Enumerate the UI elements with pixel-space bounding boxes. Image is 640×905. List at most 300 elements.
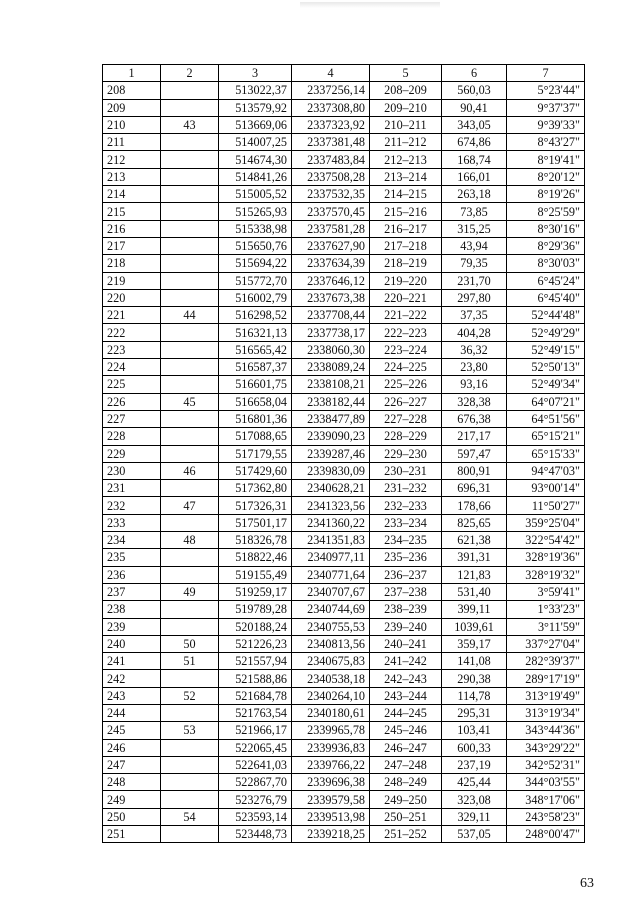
table-row [103,670,585,687]
distance-cell: 391,31 [442,549,507,566]
point-number-cell: 230 [103,462,161,479]
direction-angle-cell: 9°37'37" [507,99,585,116]
y-coordinate-cell: 2341360,22 [292,514,370,531]
table-row [103,532,585,549]
y-coordinate-cell: 2340675,83 [292,653,370,670]
distance-cell: 36,32 [442,341,507,358]
x-coordinate-cell: 513022,37 [219,82,292,99]
table-row [103,151,585,168]
point-number-cell: 211 [103,134,161,151]
table-row [103,203,585,220]
table-row [103,445,585,462]
x-coordinate-cell: 516658,04 [219,393,292,410]
section-number-cell [161,324,219,341]
table-row [103,497,585,514]
line-segment-cell: 228–229 [370,428,442,445]
x-coordinate-cell: 521763,54 [219,704,292,721]
direction-angle-cell: 328°19'32" [507,566,585,583]
distance-cell: 290,38 [442,670,507,687]
distance-cell: 73,85 [442,203,507,220]
y-coordinate-cell: 2337323,92 [292,116,370,133]
line-segment-cell: 227–228 [370,410,442,427]
direction-angle-cell: 52°49'15" [507,341,585,358]
point-number-cell: 213 [103,168,161,185]
point-number-cell: 241 [103,653,161,670]
direction-angle-cell: 8°20'12" [507,168,585,185]
table-row [103,791,585,808]
line-segment-cell: 241–242 [370,653,442,670]
y-coordinate-cell: 2338477,89 [292,410,370,427]
distance-cell: 23,80 [442,359,507,376]
line-segment-cell: 245–246 [370,722,442,739]
x-coordinate-cell: 517362,80 [219,480,292,497]
direction-angle-cell: 8°19'26" [507,186,585,203]
direction-angle-cell: 243°58'23" [507,808,585,825]
page-top-scan-mark [300,2,440,8]
point-number-cell: 240 [103,635,161,652]
table-row [103,410,585,427]
table-row [103,134,585,151]
section-number-cell: 45 [161,393,219,410]
header-col-3: 3 [219,65,292,82]
point-number-cell: 250 [103,808,161,825]
direction-angle-cell: 337°27'04" [507,635,585,652]
x-coordinate-cell: 514841,26 [219,168,292,185]
header-col-1: 1 [103,65,161,82]
y-coordinate-cell: 2341323,56 [292,497,370,514]
section-number-cell [161,826,219,843]
section-number-cell [161,272,219,289]
line-segment-cell: 249–250 [370,791,442,808]
y-coordinate-cell: 2339936,83 [292,739,370,756]
point-number-cell: 210 [103,116,161,133]
distance-cell: 168,74 [442,151,507,168]
distance-cell: 178,66 [442,497,507,514]
y-coordinate-cell: 2338089,24 [292,359,370,376]
section-number-cell: 49 [161,583,219,600]
distance-cell: 531,40 [442,583,507,600]
table-row [103,549,585,566]
header-col-2: 2 [161,65,219,82]
x-coordinate-cell: 513669,06 [219,116,292,133]
section-number-cell [161,480,219,497]
y-coordinate-cell: 2337738,17 [292,324,370,341]
section-number-cell [161,255,219,272]
point-number-cell: 228 [103,428,161,445]
line-segment-cell: 213–214 [370,168,442,185]
x-coordinate-cell: 515772,70 [219,272,292,289]
direction-angle-cell: 8°30'03" [507,255,585,272]
direction-angle-cell: 52°49'29" [507,324,585,341]
section-number-cell [161,791,219,808]
x-coordinate-cell: 516298,52 [219,307,292,324]
direction-angle-cell: 328°19'36" [507,549,585,566]
distance-cell: 37,35 [442,307,507,324]
distance-cell: 359,17 [442,635,507,652]
y-coordinate-cell: 2340628,21 [292,480,370,497]
y-coordinate-cell: 2337581,28 [292,220,370,237]
section-number-cell [161,134,219,151]
table-row [103,220,585,237]
section-number-cell [161,549,219,566]
line-segment-cell: 237–238 [370,583,442,600]
line-segment-cell: 235–236 [370,549,442,566]
table-row [103,583,585,600]
point-number-cell: 231 [103,480,161,497]
y-coordinate-cell: 2339287,46 [292,445,370,462]
point-number-cell: 247 [103,756,161,773]
distance-cell: 90,41 [442,99,507,116]
section-number-cell [161,410,219,427]
section-number-cell [161,428,219,445]
direction-angle-cell: 348°17'06" [507,791,585,808]
y-coordinate-cell: 2339513,98 [292,808,370,825]
line-segment-cell: 214–215 [370,186,442,203]
table-row [103,393,585,410]
point-number-cell: 221 [103,307,161,324]
table-row [103,462,585,479]
section-number-cell [161,739,219,756]
y-coordinate-cell: 2338060,30 [292,341,370,358]
x-coordinate-cell: 515265,93 [219,203,292,220]
distance-cell: 79,35 [442,255,507,272]
direction-angle-cell: 65°15'21" [507,428,585,445]
point-number-cell: 242 [103,670,161,687]
direction-angle-cell: 289°17'19" [507,670,585,687]
table-row [103,653,585,670]
y-coordinate-cell: 2340755,53 [292,618,370,635]
x-coordinate-cell: 517429,60 [219,462,292,479]
line-segment-cell: 208–209 [370,82,442,99]
distance-cell: 600,33 [442,739,507,756]
y-coordinate-cell: 2337627,90 [292,237,370,254]
point-number-cell: 235 [103,549,161,566]
x-coordinate-cell: 516565,42 [219,341,292,358]
x-coordinate-cell: 517179,55 [219,445,292,462]
y-coordinate-cell: 2338108,21 [292,376,370,393]
point-number-cell: 245 [103,722,161,739]
x-coordinate-cell: 516002,79 [219,289,292,306]
line-segment-cell: 243–244 [370,687,442,704]
direction-angle-cell: 342°52'31" [507,756,585,773]
distance-cell: 674,86 [442,134,507,151]
section-number-cell: 51 [161,653,219,670]
section-number-cell [161,670,219,687]
line-segment-cell: 209–210 [370,99,442,116]
line-segment-cell: 246–247 [370,739,442,756]
direction-angle-cell: 11°50'27" [507,497,585,514]
x-coordinate-cell: 522065,45 [219,739,292,756]
x-coordinate-cell: 516801,36 [219,410,292,427]
line-segment-cell: 224–225 [370,359,442,376]
line-segment-cell: 221–222 [370,307,442,324]
distance-cell: 343,05 [442,116,507,133]
distance-cell: 399,11 [442,601,507,618]
table-row [103,739,585,756]
line-segment-cell: 217–218 [370,237,442,254]
y-coordinate-cell: 2337673,38 [292,289,370,306]
direction-angle-cell: 3°11'59" [507,618,585,635]
point-number-cell: 239 [103,618,161,635]
x-coordinate-cell: 523593,14 [219,808,292,825]
y-coordinate-cell: 2337308,80 [292,99,370,116]
y-coordinate-cell: 2337532,35 [292,186,370,203]
section-number-cell: 44 [161,307,219,324]
section-number-cell [161,514,219,531]
table-row [103,272,585,289]
table-row [103,480,585,497]
section-number-cell [161,203,219,220]
direction-angle-cell: 8°25'59" [507,203,585,220]
y-coordinate-cell: 2339579,58 [292,791,370,808]
direction-angle-cell: 8°30'16" [507,220,585,237]
table-row [103,289,585,306]
direction-angle-cell: 9°39'33" [507,116,585,133]
distance-cell: 93,16 [442,376,507,393]
direction-angle-cell: 313°19'49" [507,687,585,704]
direction-angle-cell: 343°29'22" [507,739,585,756]
table-row [103,826,585,843]
x-coordinate-cell: 515694,22 [219,255,292,272]
header-row [103,65,585,82]
section-number-cell: 48 [161,532,219,549]
table-row [103,756,585,773]
table-row [103,186,585,203]
section-number-cell: 43 [161,116,219,133]
section-number-cell: 50 [161,635,219,652]
x-coordinate-cell: 521557,94 [219,653,292,670]
y-coordinate-cell: 2337570,45 [292,203,370,220]
distance-cell: 560,03 [442,82,507,99]
line-segment-cell: 232–233 [370,497,442,514]
point-number-cell: 251 [103,826,161,843]
table-row [103,722,585,739]
y-coordinate-cell: 2340707,67 [292,583,370,600]
distance-cell: 43,94 [442,237,507,254]
y-coordinate-cell: 2340977,11 [292,549,370,566]
section-number-cell: 46 [161,462,219,479]
x-coordinate-cell: 520188,24 [219,618,292,635]
direction-angle-cell: 5°23'44" [507,82,585,99]
distance-cell: 676,38 [442,410,507,427]
line-segment-cell: 250–251 [370,808,442,825]
section-number-cell [161,601,219,618]
x-coordinate-cell: 517501,17 [219,514,292,531]
table-row [103,255,585,272]
point-number-cell: 215 [103,203,161,220]
point-number-cell: 237 [103,583,161,600]
section-number-cell [161,151,219,168]
direction-angle-cell: 313°19'34" [507,704,585,721]
y-coordinate-cell: 2339766,22 [292,756,370,773]
section-number-cell [161,289,219,306]
point-number-cell: 218 [103,255,161,272]
point-number-cell: 222 [103,324,161,341]
line-segment-cell: 247–248 [370,756,442,773]
direction-angle-cell: 94°47'03" [507,462,585,479]
section-number-cell [161,445,219,462]
distance-cell: 800,91 [442,462,507,479]
table-row [103,601,585,618]
x-coordinate-cell: 516587,37 [219,359,292,376]
y-coordinate-cell: 2339090,23 [292,428,370,445]
x-coordinate-cell: 518822,46 [219,549,292,566]
line-segment-cell: 236–237 [370,566,442,583]
direction-angle-cell: 52°49'34" [507,376,585,393]
point-number-cell: 223 [103,341,161,358]
distance-cell: 621,38 [442,532,507,549]
table-row [103,168,585,185]
x-coordinate-cell: 523276,79 [219,791,292,808]
point-number-cell: 244 [103,704,161,721]
distance-cell: 295,31 [442,704,507,721]
distance-cell: 323,08 [442,791,507,808]
direction-angle-cell: 248°00'47" [507,826,585,843]
line-segment-cell: 222–223 [370,324,442,341]
section-number-cell [161,618,219,635]
y-coordinate-cell: 2340180,61 [292,704,370,721]
direction-angle-cell: 344°03'55" [507,774,585,791]
line-segment-cell: 231–232 [370,480,442,497]
point-number-cell: 208 [103,82,161,99]
x-coordinate-cell: 519789,28 [219,601,292,618]
y-coordinate-cell: 2337646,12 [292,272,370,289]
y-coordinate-cell: 2339830,09 [292,462,370,479]
line-segment-cell: 215–216 [370,203,442,220]
direction-angle-cell: 8°19'41" [507,151,585,168]
distance-cell: 404,28 [442,324,507,341]
section-number-cell: 53 [161,722,219,739]
point-number-cell: 217 [103,237,161,254]
distance-cell: 696,31 [442,480,507,497]
point-number-cell: 227 [103,410,161,427]
x-coordinate-cell: 515650,76 [219,237,292,254]
point-number-cell: 249 [103,791,161,808]
y-coordinate-cell: 2337381,48 [292,134,370,151]
y-coordinate-cell: 2340813,56 [292,635,370,652]
table-row [103,635,585,652]
table-row [103,99,585,116]
section-number-cell [161,704,219,721]
x-coordinate-cell: 521588,86 [219,670,292,687]
x-coordinate-cell: 522867,70 [219,774,292,791]
x-coordinate-cell: 515005,52 [219,186,292,203]
table-row [103,514,585,531]
line-segment-cell: 210–211 [370,116,442,133]
distance-cell: 217,17 [442,428,507,445]
x-coordinate-cell: 513579,92 [219,99,292,116]
point-number-cell: 224 [103,359,161,376]
line-segment-cell: 251–252 [370,826,442,843]
section-number-cell [161,376,219,393]
table-row [103,428,585,445]
distance-cell: 231,70 [442,272,507,289]
distance-cell: 141,08 [442,653,507,670]
x-coordinate-cell: 514674,30 [219,151,292,168]
line-segment-cell: 223–224 [370,341,442,358]
y-coordinate-cell: 2337708,44 [292,307,370,324]
section-number-cell [161,566,219,583]
direction-angle-cell: 93°00'14" [507,480,585,497]
x-coordinate-cell: 522641,03 [219,756,292,773]
table-body [103,82,585,843]
direction-angle-cell: 359°25'04" [507,514,585,531]
point-number-cell: 238 [103,601,161,618]
distance-cell: 263,18 [442,186,507,203]
line-segment-cell: 225–226 [370,376,442,393]
x-coordinate-cell: 516321,13 [219,324,292,341]
distance-cell: 1039,61 [442,618,507,635]
x-coordinate-cell: 517326,31 [219,497,292,514]
point-number-cell: 226 [103,393,161,410]
section-number-cell: 52 [161,687,219,704]
point-number-cell: 234 [103,532,161,549]
y-coordinate-cell: 2340264,10 [292,687,370,704]
point-number-cell: 225 [103,376,161,393]
direction-angle-cell: 52°44'48" [507,307,585,324]
line-segment-cell: 216–217 [370,220,442,237]
distance-cell: 121,83 [442,566,507,583]
point-number-cell: 219 [103,272,161,289]
direction-angle-cell: 3°59'41" [507,583,585,600]
x-coordinate-cell: 517088,65 [219,428,292,445]
table-row [103,808,585,825]
line-segment-cell: 219–220 [370,272,442,289]
direction-angle-cell: 1°33'23" [507,601,585,618]
line-segment-cell: 212–213 [370,151,442,168]
direction-angle-cell: 282°39'37" [507,653,585,670]
x-coordinate-cell: 518326,78 [219,532,292,549]
x-coordinate-cell: 521966,17 [219,722,292,739]
header-col-5: 5 [370,65,442,82]
x-coordinate-cell: 515338,98 [219,220,292,237]
section-number-cell [161,237,219,254]
table-row [103,376,585,393]
section-number-cell [161,359,219,376]
y-coordinate-cell: 2340538,18 [292,670,370,687]
distance-cell: 166,01 [442,168,507,185]
line-segment-cell: 242–243 [370,670,442,687]
direction-angle-cell: 6°45'24" [507,272,585,289]
section-number-cell: 47 [161,497,219,514]
section-number-cell: 54 [161,808,219,825]
table-row [103,618,585,635]
y-coordinate-cell: 2337634,39 [292,255,370,272]
direction-angle-cell: 52°50'13" [507,359,585,376]
table-row [103,687,585,704]
line-segment-cell: 229–230 [370,445,442,462]
line-segment-cell: 218–219 [370,255,442,272]
section-number-cell [161,168,219,185]
table-row [103,774,585,791]
header-col-6: 6 [442,65,507,82]
y-coordinate-cell: 2340771,64 [292,566,370,583]
x-coordinate-cell: 521684,78 [219,687,292,704]
line-segment-cell: 240–241 [370,635,442,652]
distance-cell: 537,05 [442,826,507,843]
point-number-cell: 209 [103,99,161,116]
y-coordinate-cell: 2337508,28 [292,168,370,185]
line-segment-cell: 239–240 [370,618,442,635]
table-row [103,237,585,254]
section-number-cell [161,756,219,773]
distance-cell: 315,25 [442,220,507,237]
table-row [103,82,585,99]
point-number-cell: 243 [103,687,161,704]
line-segment-cell: 248–249 [370,774,442,791]
y-coordinate-cell: 2337483,84 [292,151,370,168]
line-segment-cell: 211–212 [370,134,442,151]
